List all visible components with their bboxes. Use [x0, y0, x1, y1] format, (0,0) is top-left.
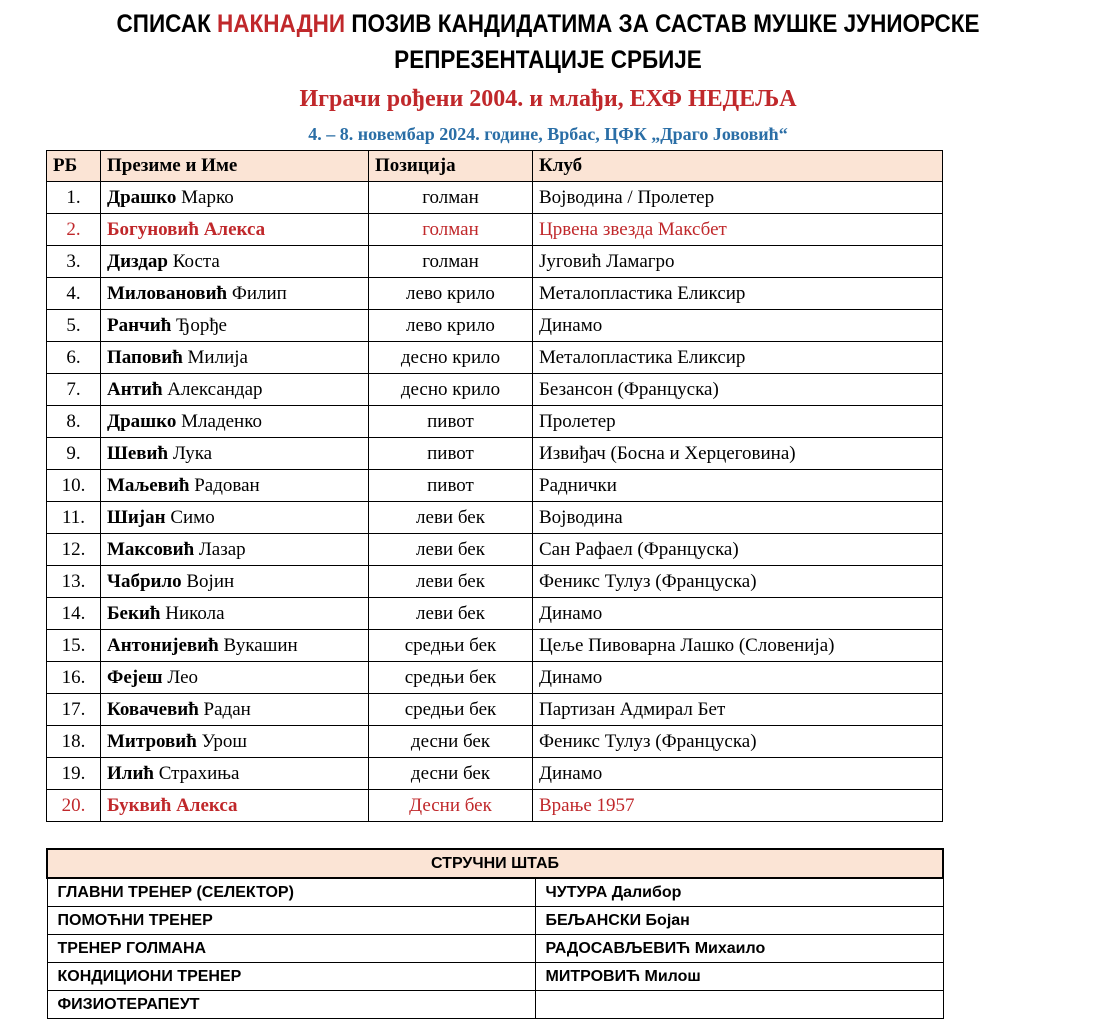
table-row [47, 566, 943, 598]
cell-club [533, 630, 943, 662]
staff-role: ГЛАВНИ ТРЕНЕР (СЕЛЕКТОР) [47, 878, 535, 907]
staff-person: МИТРОВИЋ Милош [535, 963, 943, 991]
cell-player-name [101, 342, 369, 374]
player-first-name: Радан [198, 698, 251, 720]
cell-player-name [101, 758, 369, 790]
player-club: Југовић Ламагро [539, 250, 675, 272]
table-row [47, 534, 943, 566]
cell-no [47, 534, 101, 566]
player-first-name: Милија [182, 346, 248, 368]
cell-player-name [101, 566, 369, 598]
row-number: 7. [66, 378, 81, 400]
staff-row [47, 963, 943, 991]
cell-position [369, 406, 533, 438]
cell-club [533, 278, 943, 310]
player-club: Црвена звезда Максбет [539, 218, 727, 240]
player-position: десно крило [400, 378, 501, 400]
player-first-name: Страхиња [153, 762, 240, 784]
cell-position [369, 342, 533, 374]
table-row [47, 758, 943, 790]
cell-club [533, 246, 943, 278]
player-position: лево крило [406, 282, 495, 304]
player-club: Динамо [539, 314, 603, 336]
player-surname: Диздар [107, 250, 168, 272]
table-row [47, 694, 943, 726]
cell-club [533, 374, 943, 406]
cell-player-name [101, 598, 369, 630]
staff-table [46, 848, 944, 1019]
row-number: 8. [66, 410, 81, 432]
player-position: пивот [427, 410, 474, 432]
player-surname: Паповић [107, 346, 183, 368]
cell-position [369, 534, 533, 566]
cell-no [47, 502, 101, 534]
document-title-line1 [55, 8, 1041, 40]
event-info: 4. – 8. новембар 2024. године, Врбас, ЦФК „Драго Јововић“ [308, 124, 788, 144]
player-first-name: Вукашин [218, 634, 298, 656]
player-surname: Богуновић [107, 218, 199, 240]
player-first-name: Александар [162, 378, 263, 400]
player-club: Цеље Пивоварна Лашко (Словенија) [539, 634, 835, 656]
cell-no [47, 310, 101, 342]
cell-club [533, 182, 943, 214]
row-number: 10. [61, 474, 86, 496]
player-position: леви бек [416, 506, 485, 528]
cell-player-name [101, 406, 369, 438]
player-position: пивот [427, 442, 474, 464]
player-club: Сан Рафаел (Француска) [539, 538, 739, 560]
player-position: десни бек [410, 762, 491, 784]
cell-player-name [101, 790, 369, 822]
player-surname: Бекић [107, 602, 161, 624]
row-number: 15. [61, 634, 86, 656]
player-position: леви бек [416, 570, 485, 592]
row-number: 9. [66, 442, 81, 464]
row-number: 12. [61, 538, 86, 560]
player-surname: Драшко [107, 410, 177, 432]
staff-role: ТРЕНЕР ГОЛМАНА [47, 935, 535, 963]
cell-player-name [101, 534, 369, 566]
cell-position [369, 278, 533, 310]
cell-no [47, 566, 101, 598]
staff-person: РАДОСАВЉЕВИЋ Михаило [535, 935, 943, 963]
row-number: 4. [66, 282, 81, 304]
cell-player-name [101, 278, 369, 310]
player-surname: Маљевић [107, 474, 190, 496]
row-number: 14. [61, 602, 86, 624]
player-first-name: Урош [196, 730, 247, 752]
player-first-name: Младенко [176, 410, 262, 432]
cell-club [533, 406, 943, 438]
cell-club [533, 662, 943, 694]
cell-club [533, 534, 943, 566]
player-club: Динамо [539, 666, 603, 688]
table-row [47, 726, 943, 758]
staff-row [47, 907, 943, 935]
player-position: десно крило [400, 346, 501, 368]
cell-player-name [101, 214, 369, 246]
player-surname: Фејеш [107, 666, 163, 688]
cell-club [533, 566, 943, 598]
row-number: 16. [61, 666, 86, 688]
cell-position [369, 214, 533, 246]
cell-position [369, 246, 533, 278]
title-part1: СПИСАК [116, 10, 218, 38]
cell-club [533, 758, 943, 790]
player-position: голман [422, 186, 479, 208]
player-club: Металопластика Еликсир [539, 346, 746, 368]
table-row [47, 790, 943, 822]
cell-no [47, 726, 101, 758]
cell-player-name [101, 374, 369, 406]
player-surname: Антонијевић [107, 634, 219, 656]
staff-role: ФИЗИОТЕРАПЕУТ [47, 991, 535, 1019]
player-first-name: Никола [160, 602, 225, 624]
player-surname: Шијан [107, 506, 166, 528]
row-number: 2. [66, 218, 81, 240]
player-position: средњи бек [404, 666, 497, 688]
cell-no [47, 246, 101, 278]
player-position: Десни бек [409, 794, 492, 816]
player-surname: Ковачевић [107, 698, 199, 720]
player-first-name: Војин [181, 570, 235, 592]
header-no: РБ [47, 151, 101, 182]
staff-row [47, 878, 943, 907]
cell-player-name [101, 182, 369, 214]
player-first-name: Алекса [198, 218, 266, 240]
header-position: Позиција [369, 151, 533, 182]
cell-no [47, 406, 101, 438]
cell-no [47, 630, 101, 662]
player-first-name: Ђорђе [171, 314, 227, 336]
subtitle: Играчи рођени 2004. и млађи, ЕХФ НЕДЕЉА [299, 86, 797, 112]
player-position: лево крило [406, 314, 495, 336]
player-first-name: Симо [165, 506, 215, 528]
table-row [47, 214, 943, 246]
cell-club [533, 694, 943, 726]
cell-no [47, 374, 101, 406]
player-position: голман [422, 250, 479, 272]
table-row [47, 182, 943, 214]
staff-person: БЕЉАНСКИ Бојан [535, 907, 943, 935]
cell-player-name [101, 630, 369, 662]
cell-club [533, 502, 943, 534]
staff-person: ЧУТУРА Далибор [535, 878, 943, 907]
row-number: 17. [61, 698, 86, 720]
player-club: Врање 1957 [539, 794, 635, 816]
player-surname: Шевић [107, 442, 169, 464]
row-number: 6. [66, 346, 81, 368]
row-number: 1. [66, 186, 81, 208]
player-surname: Чабрило [107, 570, 182, 592]
table-row [47, 406, 943, 438]
player-club: Извиђач (Босна и Херцеговина) [539, 442, 796, 464]
cell-position [369, 502, 533, 534]
cell-club [533, 726, 943, 758]
table-row [47, 630, 943, 662]
player-club: Раднички [539, 474, 617, 496]
cell-position [369, 758, 533, 790]
cell-no [47, 694, 101, 726]
player-club: Партизан Адмирал Бет [539, 698, 726, 720]
cell-club [533, 310, 943, 342]
cell-no [47, 214, 101, 246]
cell-club [533, 342, 943, 374]
row-number: 18. [61, 730, 86, 752]
cell-player-name [101, 310, 369, 342]
player-surname: Драшко [107, 186, 177, 208]
cell-player-name [101, 502, 369, 534]
cell-no [47, 790, 101, 822]
player-surname: Максовић [107, 538, 195, 560]
row-number: 3. [66, 250, 81, 272]
player-position: леви бек [416, 538, 485, 560]
cell-position [369, 470, 533, 502]
header-club: Клуб [533, 151, 943, 182]
staff-role: ПОМОЋНИ ТРЕНЕР [47, 907, 535, 935]
cell-position [369, 374, 533, 406]
cell-club [533, 598, 943, 630]
cell-position [369, 790, 533, 822]
player-club: Феникс Тулуз (Француска) [539, 570, 757, 592]
cell-player-name [101, 438, 369, 470]
cell-club [533, 214, 943, 246]
cell-position [369, 566, 533, 598]
player-position: средњи бек [404, 634, 497, 656]
player-position: средњи бек [404, 698, 497, 720]
player-surname: Миловановић [107, 282, 228, 304]
cell-no [47, 758, 101, 790]
player-club: Динамо [539, 762, 603, 784]
staff-header: СТРУЧНИ ШТАБ [47, 849, 943, 878]
cell-position [369, 630, 533, 662]
row-number: 19. [61, 762, 86, 784]
player-first-name: Лео [162, 666, 199, 688]
player-first-name: Филип [227, 282, 287, 304]
player-first-name: Лазар [194, 538, 246, 560]
staff-table-body [47, 849, 943, 1019]
cell-no [47, 182, 101, 214]
player-club: Динамо [539, 602, 603, 624]
player-club: Војводина / Пролетер [539, 186, 715, 208]
player-surname: Ранчић [107, 314, 172, 336]
cell-no [47, 438, 101, 470]
cell-position [369, 726, 533, 758]
staff-header-row [47, 849, 943, 878]
row-number: 5. [66, 314, 81, 336]
staff-role: КОНДИЦИОНИ ТРЕНЕР [47, 963, 535, 991]
cell-position [369, 438, 533, 470]
player-surname: Митровић [107, 730, 197, 752]
player-position: десни бек [410, 730, 491, 752]
cell-player-name [101, 662, 369, 694]
header-name: Презиме и Име [101, 151, 369, 182]
cell-club [533, 790, 943, 822]
cell-position [369, 182, 533, 214]
players-table-body [47, 182, 943, 822]
cell-player-name [101, 246, 369, 278]
player-club: Војводина [539, 506, 623, 528]
table-row [47, 438, 943, 470]
table-row [47, 310, 943, 342]
row-number: 13. [61, 570, 86, 592]
table-row [47, 502, 943, 534]
cell-player-name [101, 470, 369, 502]
players-table [46, 150, 943, 822]
row-number: 20. [61, 794, 86, 816]
player-club: Безансон (Француска) [539, 378, 719, 400]
player-surname: Антић [107, 378, 163, 400]
cell-position [369, 598, 533, 630]
player-position: голман [422, 218, 479, 240]
player-first-name: Радован [189, 474, 260, 496]
players-table-header [47, 151, 943, 182]
cell-no [47, 598, 101, 630]
cell-position [369, 694, 533, 726]
cell-no [47, 342, 101, 374]
player-surname: Буквић [107, 794, 172, 816]
player-club: Металопластика Еликсир [539, 282, 746, 304]
player-first-name: Алекса [171, 794, 238, 816]
table-row [47, 598, 943, 630]
table-row [47, 342, 943, 374]
player-club: Феникс Тулуз (Француска) [539, 730, 757, 752]
player-position: пивот [427, 474, 474, 496]
table-row [47, 246, 943, 278]
title-highlight: НАКНАДНИ [217, 10, 346, 38]
cell-position [369, 662, 533, 694]
table-row [47, 278, 943, 310]
table-row [47, 470, 943, 502]
cell-position [369, 310, 533, 342]
player-club: Пролетер [539, 410, 616, 432]
row-number: 11. [61, 506, 86, 528]
cell-player-name [101, 726, 369, 758]
player-first-name: Коста [168, 250, 220, 272]
staff-row [47, 935, 943, 963]
table-row [47, 374, 943, 406]
cell-club [533, 438, 943, 470]
player-first-name: Лука [168, 442, 213, 464]
title-part2: ПОЗИВ КАНДИДАТИМА ЗА САСТАВ МУШКЕ ЈУНИОРСКЕ [345, 10, 980, 38]
document-title-line2: РЕПРЕЗЕНТАЦИЈЕ СРБИЈЕ [394, 46, 702, 74]
table-row [47, 662, 943, 694]
staff-row [47, 991, 943, 1019]
player-position: леви бек [416, 602, 485, 624]
cell-club [533, 470, 943, 502]
cell-no [47, 278, 101, 310]
cell-player-name [101, 694, 369, 726]
player-first-name: Марко [176, 186, 234, 208]
cell-no [47, 662, 101, 694]
staff-person [535, 991, 943, 1019]
cell-no [47, 470, 101, 502]
player-surname: Илић [107, 762, 154, 784]
